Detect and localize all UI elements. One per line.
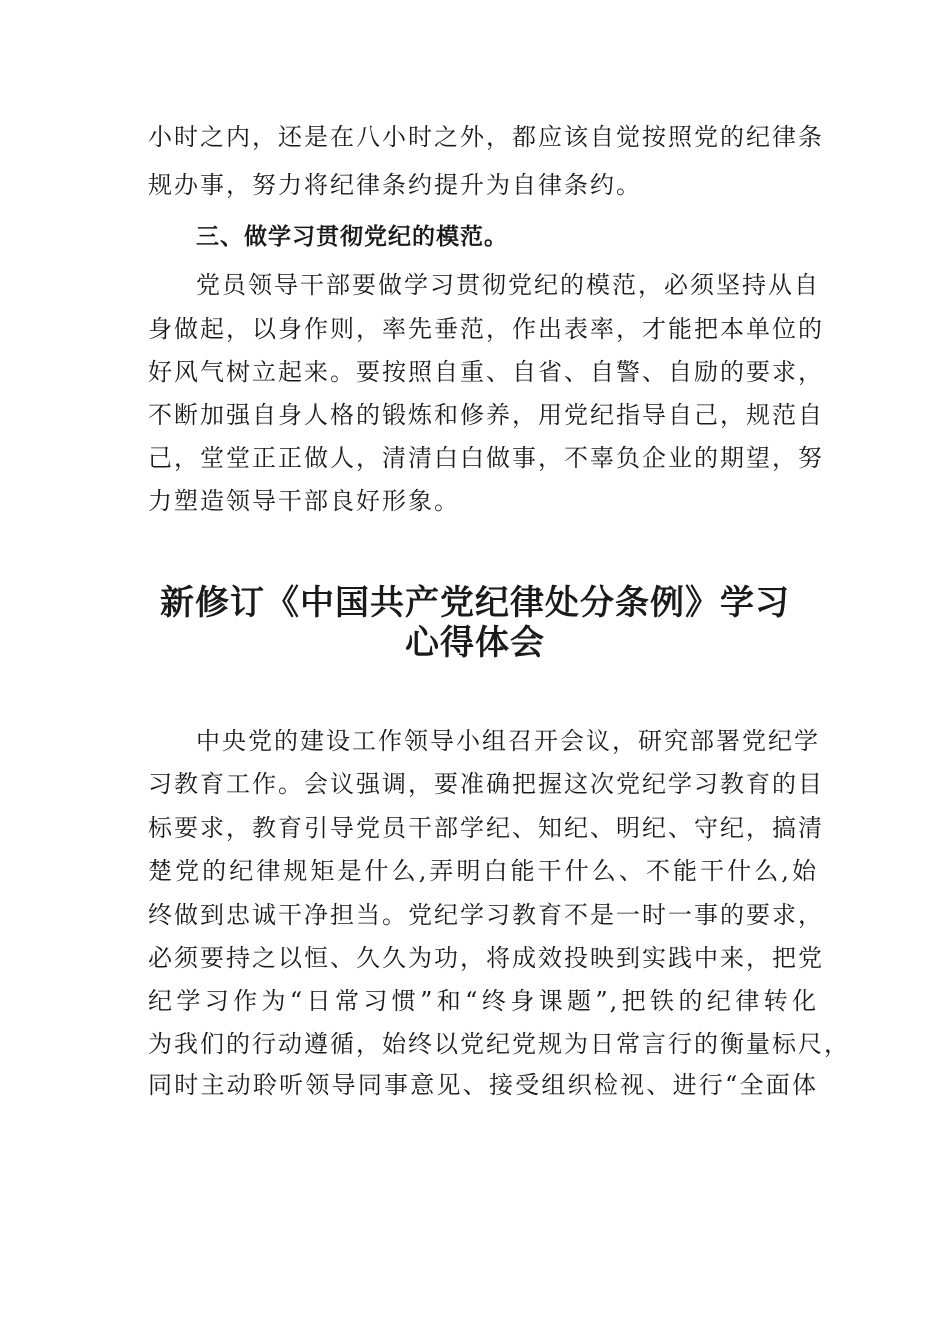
- article-title-line-1: 新修订《中国共产党纪律处分条例》学习: [160, 583, 790, 623]
- paragraph-line: 力塑造领导干部良好形象。: [148, 487, 460, 515]
- section-heading: 三、做学习贯彻党纪的模范。: [196, 224, 508, 250]
- paragraph-line: 好风气树立起来。要按照自重、自省、自警、自励的要求，: [148, 358, 824, 386]
- paragraph-line: 纪学习作为“日常习惯”和“终身课题”,把铁的纪律转化: [148, 987, 818, 1015]
- paragraph-line: 不断加强自身人格的锻炼和修养，用党纪指导自己，规范自: [148, 401, 824, 429]
- paragraph-line: 党员领导干部要做学习贯彻党纪的模范，必须坚持从自: [196, 271, 820, 299]
- paragraph-line: 为我们的行动遵循，始终以党纪党规为日常言行的衡量标尺，: [148, 1030, 850, 1058]
- paragraph-line: 小时之内，还是在八小时之外，都应该自觉按照党的纪律条: [148, 123, 824, 151]
- paragraph-line: 习教育工作。会议强调，要准确把握这次党纪学习教育的目: [148, 770, 824, 798]
- paragraph-line: 规办事，努力将纪律条约提升为自律条约。: [148, 171, 642, 199]
- article-title-line-2: 心得体会: [405, 623, 545, 663]
- paragraph-line: 必须要持之以恒、久久为功，将成效投映到实践中来，把党: [148, 944, 824, 972]
- paragraph-line: 身做起，以身作则，率先垂范，作出表率，才能把本单位的: [148, 315, 824, 343]
- paragraph-line: 中央党的建设工作领导小组召开会议，研究部署党纪学: [196, 727, 820, 755]
- paragraph-line: 同时主动聆听领导同事意见、接受组织检视、进行“全面体: [148, 1071, 818, 1099]
- paragraph-line: 终做到忠诚干净担当。党纪学习教育不是一时一事的要求，: [148, 901, 824, 929]
- paragraph-line: 己，堂堂正正做人，清清白白做事，不辜负企业的期望，努: [148, 444, 824, 472]
- paragraph-line: 标要求，教育引导党员干部学纪、知纪、明纪、守纪，搞清: [148, 814, 824, 842]
- paragraph-line: 楚党的纪律规矩是什么,弄明白能干什么、不能干什么,始: [148, 857, 818, 885]
